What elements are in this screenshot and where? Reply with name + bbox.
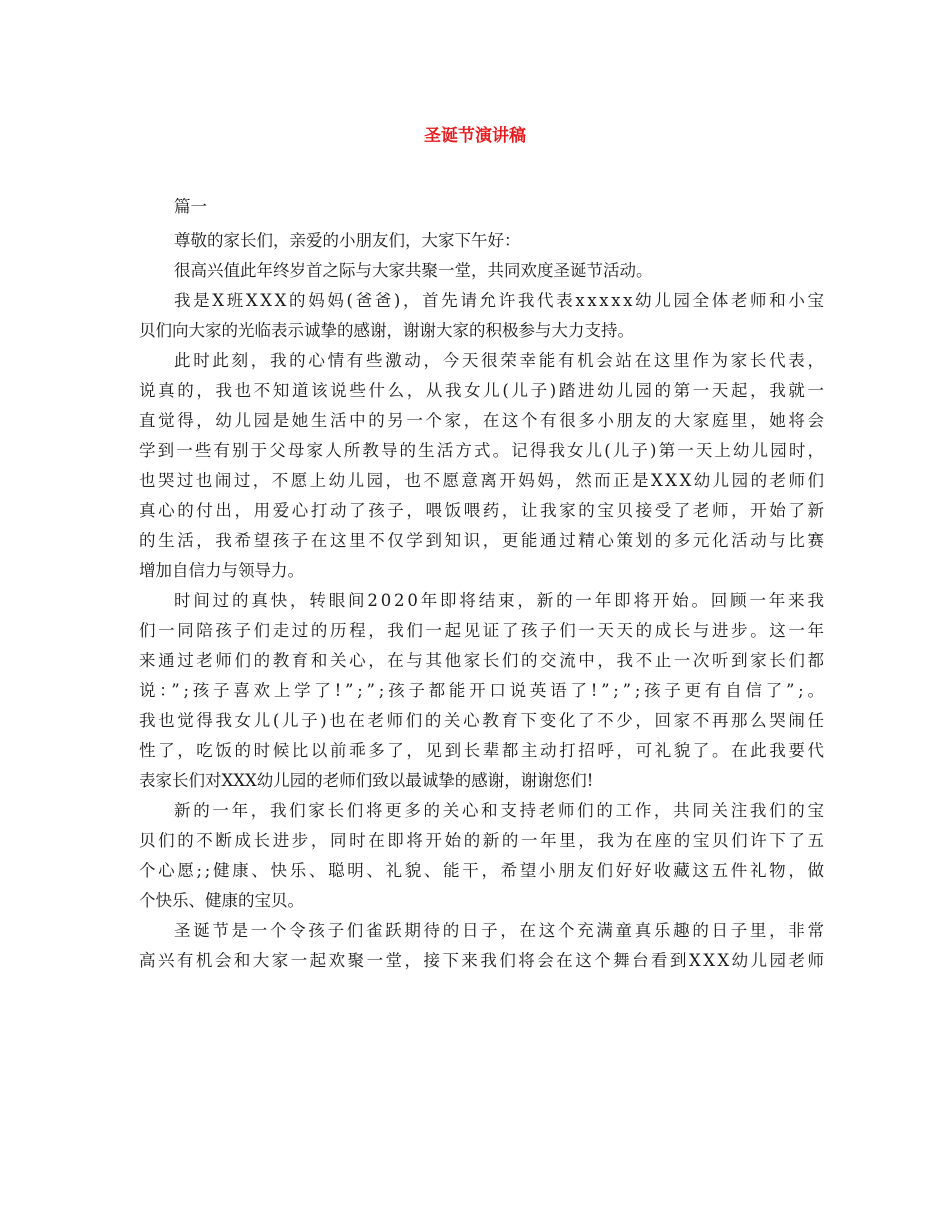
- text-line: [139, 796, 827, 826]
- text-line: [139, 766, 824, 796]
- text-line-content: 也哭过也闹过，不愿上幼儿园，也不愿意离开妈妈，然而正是XXX幼儿园的老师们: [139, 471, 827, 490]
- text-line-content: 贝们的不断成长进步，同时在即将开始的新的一年里，我为在座的宝贝们许下了五: [139, 831, 827, 850]
- text-line: [139, 256, 824, 286]
- text-line-content: 此时此刻，我的心情有些激动，今天很荣幸能有机会站在这里作为家长代表，: [174, 351, 827, 370]
- text-line: [139, 856, 827, 886]
- paragraph-lines: [139, 226, 828, 976]
- text-line-content: 来通过老师们的教育和关心，在与其他家长们的交流中，我不止一次听到家长们都: [139, 651, 827, 670]
- text-line-content: 增加自信力与领导力。: [139, 561, 304, 580]
- text-line-content: 我是X班XXX的妈妈(爸爸)，首先请允许我代表xxxxx幼儿园全体老师和小宝: [174, 291, 827, 310]
- text-line-content: 我也觉得我女儿(儿子)也在老师们的关心教育下变化了不少，回家不再那么哭闹任: [139, 711, 827, 730]
- text-line-content: 新的一年，我们家长们将更多的关心和支持老师们的工作，共同关注我们的宝: [174, 801, 827, 820]
- text-line-content: 贝们向大家的光临表示诚挚的感谢，谢谢大家的积极参与大力支持。: [139, 321, 634, 340]
- text-line: [139, 406, 827, 436]
- text-line-content: 表家长们对XXX幼儿园的老师们致以最诚挚的感谢，谢谢您们!: [139, 771, 594, 790]
- text-line-content: 说：”;孩子喜欢上学了!”;”;孩子都能开口说英语了!”;”;孩子更有自信了”;。: [139, 681, 828, 700]
- section-label: 篇一: [174, 197, 207, 216]
- text-line: [139, 946, 827, 976]
- text-line: [139, 436, 827, 466]
- text-line-content: 的生活，我希望孩子在这里不仅学到知识，更能通过精心策划的多元化活动与比赛: [139, 531, 827, 550]
- text-line-content: 个快乐、健康的宝贝。: [139, 891, 304, 910]
- text-line: [139, 826, 827, 856]
- document-title: 圣诞节演讲稿: [424, 126, 526, 146]
- text-line: [139, 226, 824, 256]
- text-line: [139, 316, 824, 346]
- text-line-content: 学到一些有别于父母家人所教导的生活方式。记得我女儿(儿子)第一天上幼儿园时，: [139, 441, 827, 460]
- text-line: [139, 916, 827, 946]
- text-line: [139, 736, 827, 766]
- text-line-content: 性了，吃饭的时候比以前乖多了，见到长辈都主动打招呼，可礼貌了。在此我要代: [139, 741, 827, 760]
- text-line-content: 高兴有机会和大家一起欢聚一堂，接下来我们将会在这个舞台看到XXX幼儿园老师: [139, 951, 827, 970]
- text-line: [139, 706, 827, 736]
- text-line: [139, 496, 827, 526]
- text-line-content: 说真的，我也不知道该说些什么，从我女儿(儿子)踏进幼儿园的第一天起，我就一: [139, 381, 827, 400]
- document-body: [139, 192, 828, 976]
- text-line: [139, 676, 828, 706]
- text-line: [139, 646, 827, 676]
- text-line: [139, 886, 824, 916]
- text-line: [139, 616, 827, 646]
- text-line-content: 真心的付出，用爱心打动了孩子，喂饭喂药，让我家的宝贝接受了老师，开始了新: [139, 501, 827, 520]
- text-line-content: 直觉得，幼儿园是她生活中的另一个家，在这个有很多小朋友的大家庭里，她将会: [139, 411, 827, 430]
- text-line: [139, 466, 827, 496]
- text-line: [139, 526, 827, 556]
- text-line: [139, 376, 827, 406]
- text-line-content: 们一同陪孩子们走过的历程，我们一起见证了孩子们一天天的成长与进步。这一年: [139, 621, 827, 640]
- text-line-content: 尊敬的家长们，亲爱的小朋友们，大家下午好：: [174, 231, 521, 250]
- text-line-content: 很高兴值此年终岁首之际与大家共聚一堂，共同欢度圣诞节活动。: [174, 261, 653, 280]
- text-line: [139, 556, 824, 586]
- text-line: [139, 586, 827, 616]
- text-line: [139, 346, 827, 376]
- text-line: [139, 286, 827, 316]
- text-line-content: 个心愿;;健康、快乐、聪明、礼貌、能干，希望小朋友们好好收藏这五件礼物，做: [139, 861, 827, 880]
- text-line-content: 圣诞节是一个令孩子们雀跃期待的日子，在这个充满童真乐趣的日子里，非常: [174, 921, 827, 940]
- text-line-content: 时间过的真快，转眼间2020年即将结束，新的一年即将开始。回顾一年来我: [174, 591, 827, 610]
